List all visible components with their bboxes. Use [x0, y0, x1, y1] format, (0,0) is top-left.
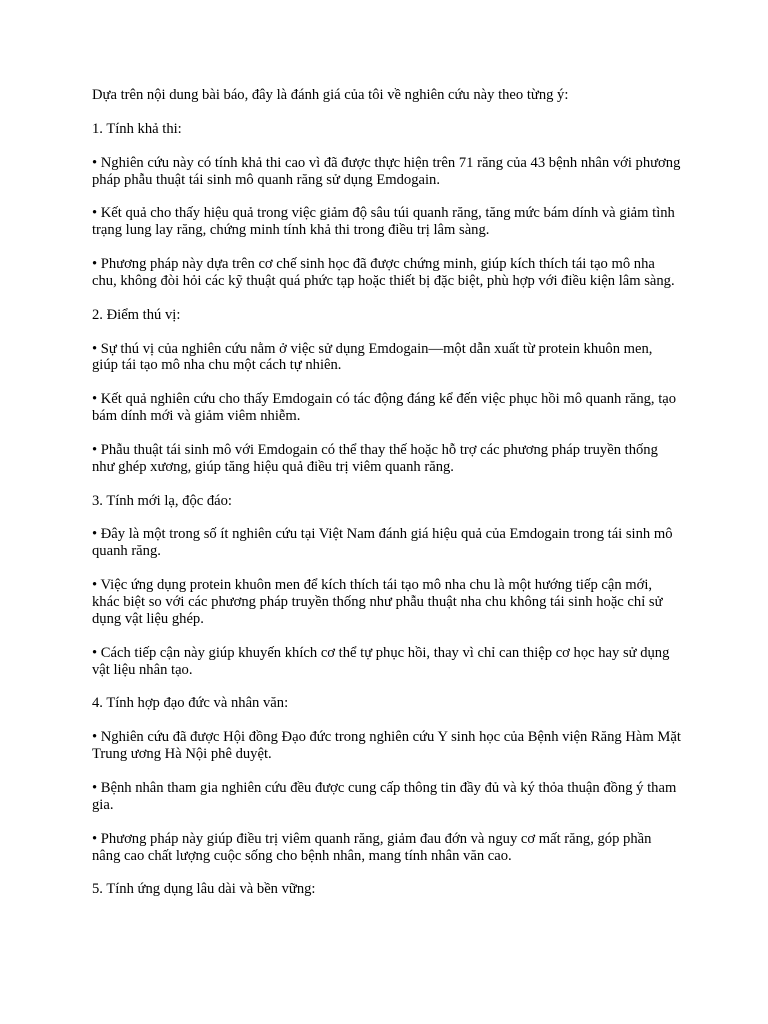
bullet-paragraph: • Kết quả nghiên cứu cho thấy Emdogain có tác động đáng kể đến việc phục hồi mô quanh răng, tạo bám dính mới và giảm viêm nhiễm. — [92, 391, 677, 425]
bullet-paragraph: • Bệnh nhân tham gia nghiên cứu đều được cung cấp thông tin đầy đủ và ký thỏa thuận đồng ý tham gia. — [92, 779, 677, 813]
bullet-paragraph: • Sự thú vị của nghiên cứu nằm ở việc sử dụng Emdogain—một dẫn xuất từ protein khuôn men, giúp tái tạo mô nha chu một cách tự nhiên. — [92, 340, 653, 374]
bullet-paragraph: • Nghiên cứu này có tính khả thi cao vì đã được thực hiện trên 71 răng của 43 bệnh nhân với phương pháp phẫu thuật tái sinh mô quanh răng sử dụng Emdogain. — [92, 154, 681, 188]
section-heading-novelty: 3. Tính mới lạ, độc đáo: — [92, 492, 232, 509]
intro-paragraph: Dựa trên nội dung bài báo, đây là đánh giá của tôi về nghiên cứu này theo từng ý: — [92, 87, 569, 103]
bullet-paragraph: • Đây là một trong số ít nghiên cứu tại Việt Nam đánh giá hiệu quả của Emdogain trong tái sinh mô quanh răng. — [92, 526, 673, 560]
bullet-paragraph: • Việc ứng dụng protein khuôn men để kích thích tái tạo mô nha chu là một hướng tiếp cận mới, khác biệt so với các phương pháp truyền thống như phẫu thuật nha chu không tái sinh hoặc chỉ sử dụng vật liệu ghép. — [92, 577, 663, 627]
bullet-paragraph: • Kết quả cho thấy hiệu quả trong việc giảm độ sâu túi quanh răng, tăng mức bám dính và giảm tình trạng lung lay răng, chứng minh tính khả thi trong điều trị lâm sàng. — [92, 205, 675, 239]
bullet-paragraph: • Nghiên cứu đã được Hội đồng Đạo đức trong nghiên cứu Y sinh học của Bệnh viện Răng Hàm Mặt Trung ương Hà Nội phê duyệt. — [92, 729, 681, 763]
bullet-paragraph: • Cách tiếp cận này giúp khuyến khích cơ thể tự phục hồi, thay vì chỉ can thiệp cơ học hay sử dụng vật liệu nhân tạo. — [92, 644, 670, 678]
section-heading-interesting-points: 2. Điểm thú vị: — [92, 306, 181, 323]
bullet-paragraph: • Phương pháp này giúp điều trị viêm quanh răng, giảm đau đớn và nguy cơ mất răng, góp phần nâng cao chất lượng cuộc sống cho bệnh nhân, mang tính nhân văn cao. — [92, 830, 652, 864]
bullet-paragraph: • Phương pháp này dựa trên cơ chế sinh học đã được chứng minh, giúp kích thích tái tạo mô nha chu, không đòi hỏi các kỹ thuật quá phức tạp hoặc thiết bị đặc biệt, phù hợp với điều kiện lâm sàng. — [92, 256, 675, 289]
section-heading-long-term-applicability: 5. Tính ứng dụng lâu dài và bền vững: — [92, 881, 316, 898]
bullet-paragraph: • Phẫu thuật tái sinh mô với Emdogain có thể thay thế hoặc hỗ trợ các phương pháp truyền thống như ghép xương, giúp tăng hiệu quả điều trị viêm quanh răng. — [92, 441, 658, 475]
section-heading-feasibility: 1. Tính khả thi: — [92, 120, 182, 137]
document-page — [92, 87, 682, 915]
section-heading-ethics: 4. Tính hợp đạo đức và nhân văn: — [92, 695, 289, 712]
